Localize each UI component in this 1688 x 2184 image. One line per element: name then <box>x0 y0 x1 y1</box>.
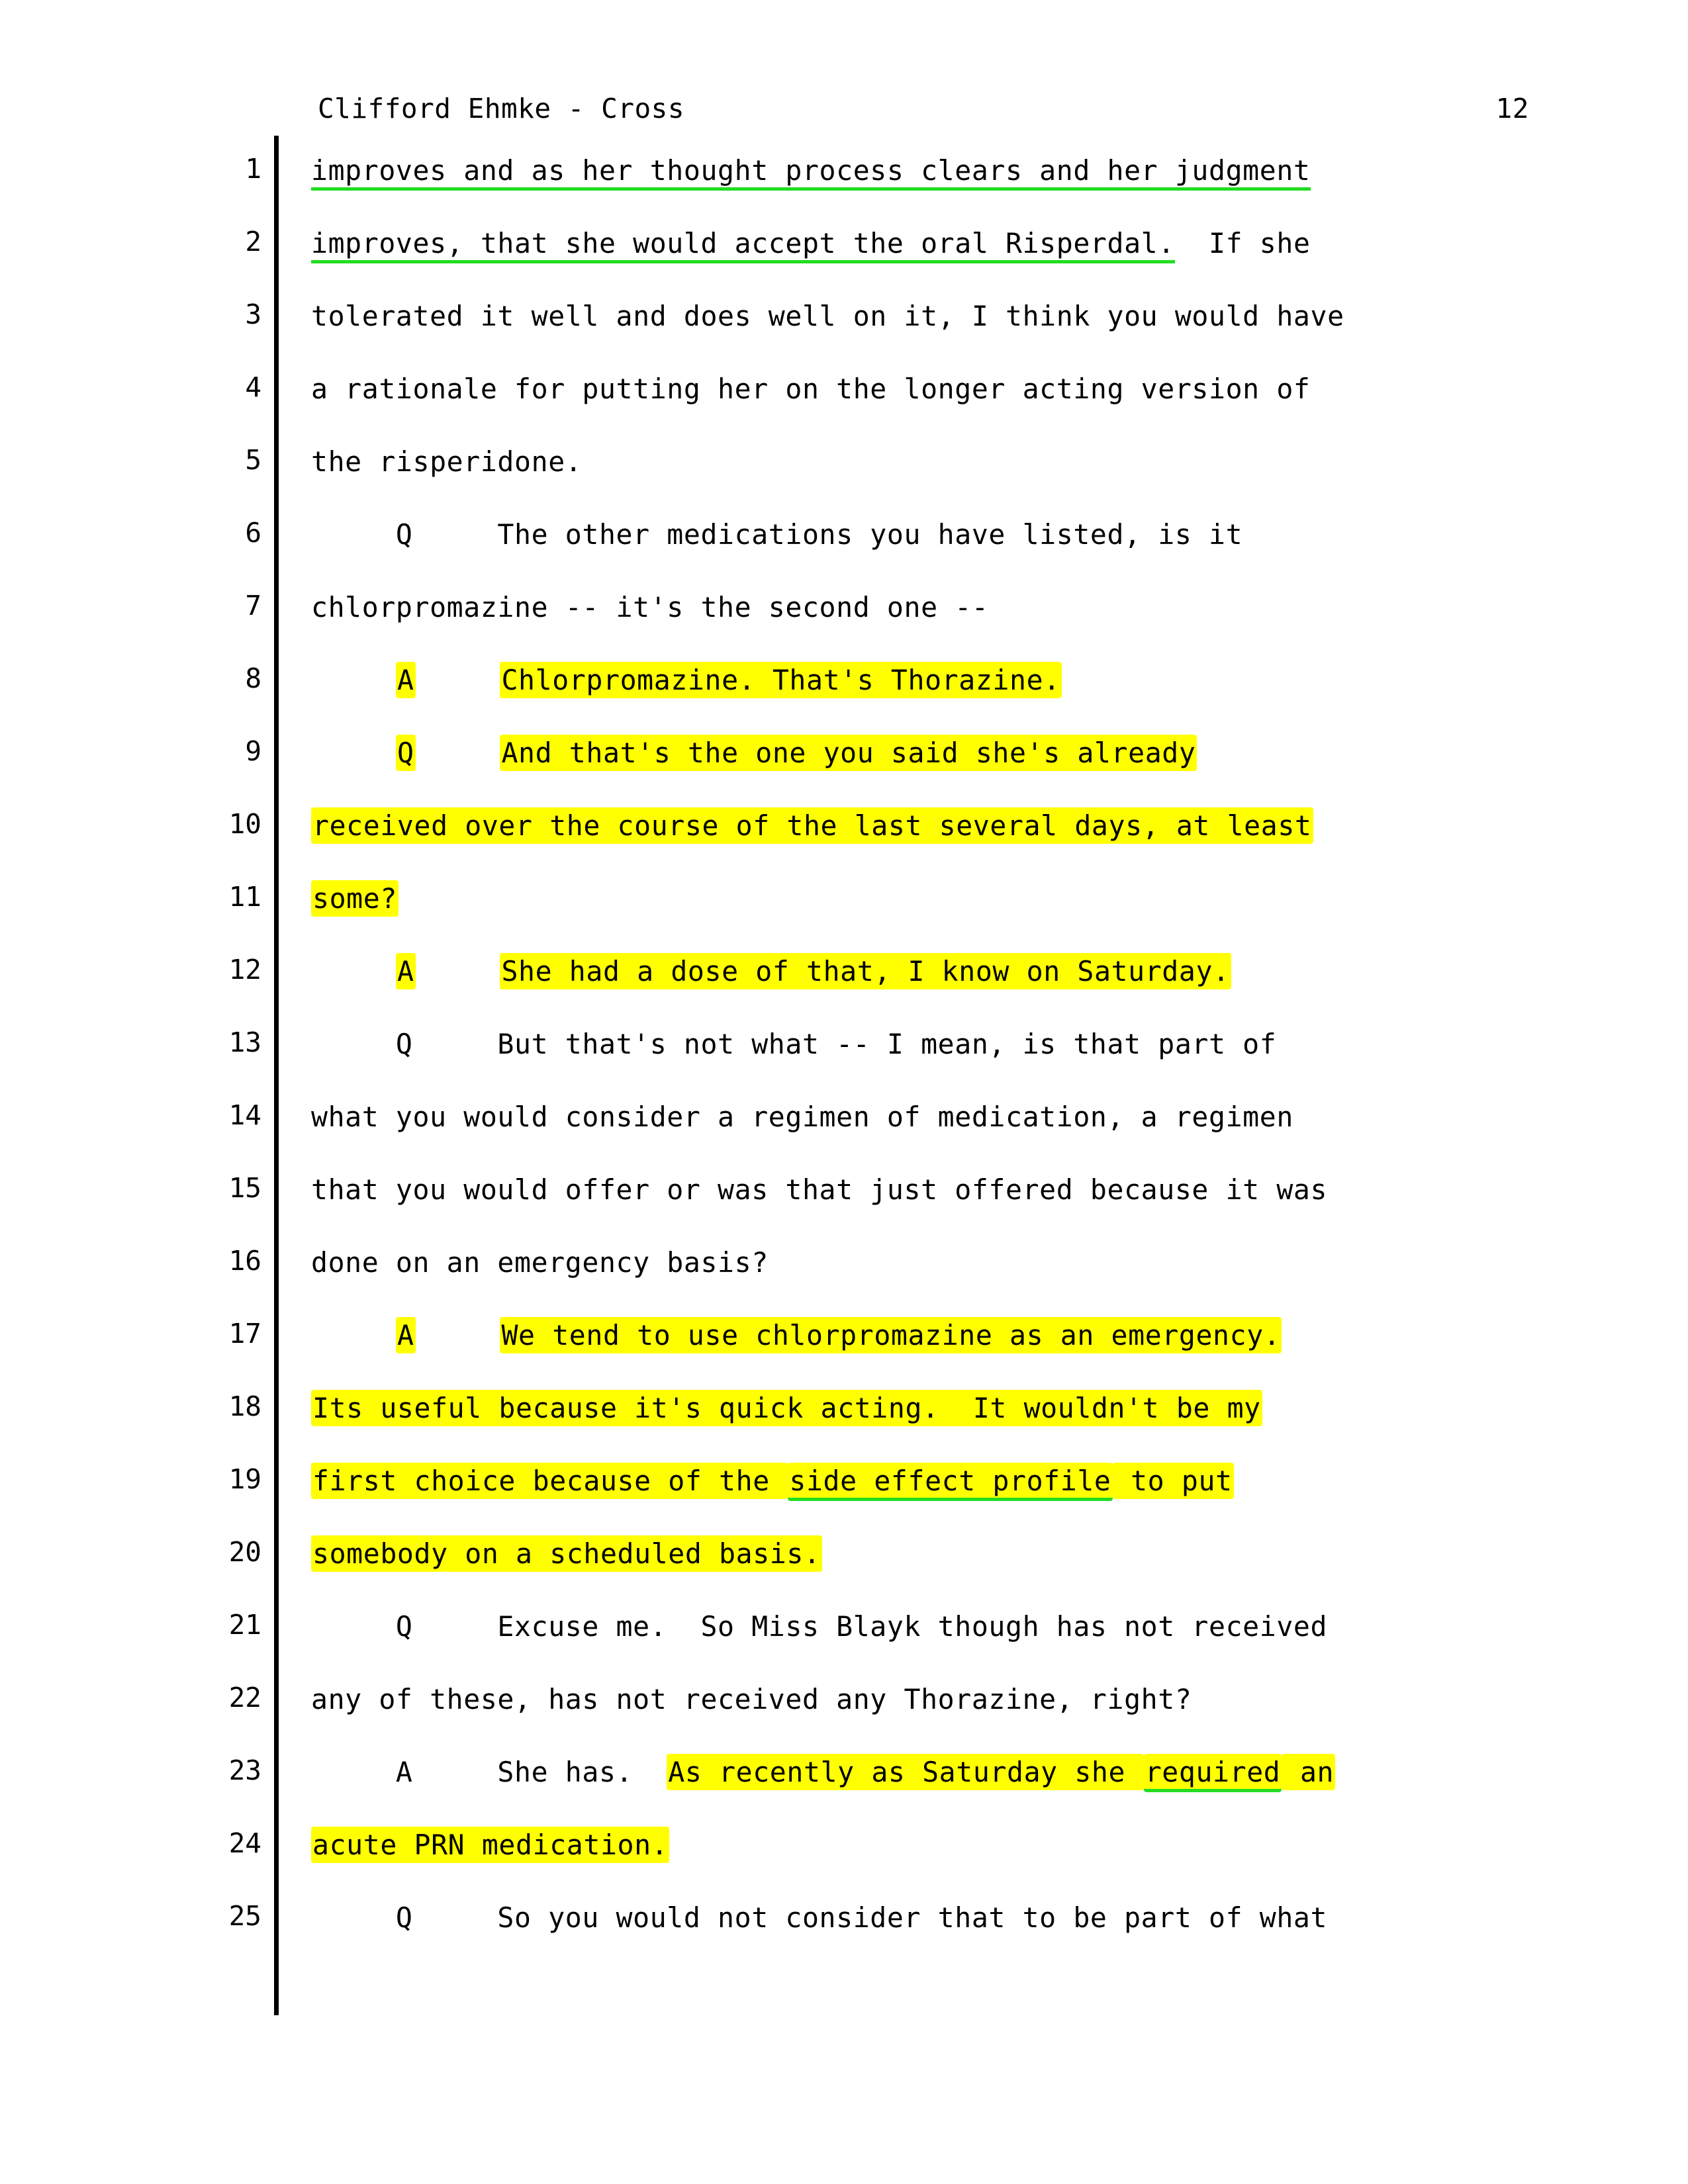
line-text: A She has. As recently as Saturday she required an <box>311 1752 1335 1793</box>
transcript-line <box>0 936 1688 1009</box>
transcript-line <box>0 1664 1688 1737</box>
line-text: first choice because of the side effect profile to put <box>311 1461 1234 1502</box>
line-text: somebody on a scheduled basis. <box>311 1533 822 1574</box>
transcript-line <box>0 645 1688 718</box>
line-text: A Chlorpromazine. That's Thorazine. <box>311 660 1062 701</box>
transcript-line <box>0 281 1688 354</box>
line-text: improves, that she would accept the oral Risperdal. If she <box>311 223 1311 264</box>
line-text: some? <box>311 878 399 919</box>
transcript-line <box>0 136 1688 208</box>
transcript-line <box>0 1228 1688 1300</box>
line-number: 19 <box>228 1463 261 1495</box>
line-number: 3 <box>245 298 261 330</box>
line-text: received over the course of the last several days, at least <box>311 805 1313 846</box>
line-text: Q Excuse me. So Miss Blayk though has not received <box>311 1610 1328 1643</box>
transcript-line <box>0 427 1688 500</box>
line-number: 15 <box>228 1172 261 1204</box>
line-text: done on an emergency basis? <box>311 1246 769 1279</box>
line-text: acute PRN medication. <box>311 1825 669 1866</box>
line-text: A We tend to use chlorpromazine as an emergency. <box>311 1315 1282 1356</box>
line-text: that you would offer or was that just offered because it was <box>311 1173 1328 1206</box>
line-text: tolerated it well and does well on it, I think you would have <box>311 300 1344 332</box>
transcript-line <box>0 1373 1688 1446</box>
line-number: 5 <box>245 444 261 476</box>
line-text: any of these, has not received any Thorazine, right? <box>311 1683 1192 1715</box>
line-number: 25 <box>228 1900 261 1932</box>
header-page-number: 12 <box>1495 93 1529 124</box>
transcript-line <box>0 791 1688 864</box>
line-number: 13 <box>228 1026 261 1058</box>
transcript-line <box>0 1810 1688 1883</box>
line-text: the risperidone. <box>311 445 583 478</box>
line-text: Q The other medications you have listed, is it <box>311 518 1243 551</box>
line-number: 2 <box>245 226 261 257</box>
transcript-line <box>0 572 1688 645</box>
transcript-line <box>0 354 1688 427</box>
transcript-line <box>0 718 1688 791</box>
line-text: Q But that's not what -- I mean, is that part of <box>311 1028 1277 1060</box>
line-text: Its useful because it's quick acting. It wouldn't be my <box>311 1388 1262 1429</box>
line-number: 6 <box>245 517 261 549</box>
transcript-body <box>0 136 1688 1956</box>
transcript-line <box>0 1737 1688 1810</box>
transcript-line <box>0 1883 1688 1956</box>
header-title: Clifford Ehmke - Cross <box>318 93 685 124</box>
line-number: 9 <box>245 735 261 767</box>
transcript-line <box>0 1300 1688 1373</box>
transcript-line <box>0 1082 1688 1155</box>
line-number: 21 <box>228 1609 261 1641</box>
line-number: 22 <box>228 1682 261 1713</box>
line-number: 17 <box>228 1318 261 1349</box>
line-number: 23 <box>228 1754 261 1786</box>
line-text: what you would consider a regimen of medication, a regimen <box>311 1101 1293 1133</box>
line-text: improves and as her thought process clears and her judgment <box>311 150 1311 191</box>
line-number: 14 <box>228 1099 261 1131</box>
transcript-line <box>0 1446 1688 1519</box>
transcript-line <box>0 500 1688 572</box>
transcript-line <box>0 208 1688 281</box>
line-text: Q So you would not consider that to be part of what <box>311 1901 1328 1934</box>
transcript-line <box>0 1519 1688 1592</box>
line-text: Q And that's the one you said she's already <box>311 733 1197 774</box>
line-number: 24 <box>228 1827 261 1859</box>
line-text: chlorpromazine -- it's the second one -- <box>311 591 989 623</box>
line-number: 1 <box>245 153 261 185</box>
line-number: 4 <box>245 371 261 403</box>
line-text: a rationale for putting her on the longer acting version of <box>311 373 1311 405</box>
line-text: A She had a dose of that, I know on Saturday. <box>311 951 1231 992</box>
transcript-line <box>0 1592 1688 1664</box>
line-number: 7 <box>245 590 261 621</box>
line-number: 20 <box>228 1536 261 1568</box>
transcript-line <box>0 1009 1688 1082</box>
line-number: 16 <box>228 1245 261 1277</box>
page-header <box>318 93 1529 124</box>
line-number: 18 <box>228 1390 261 1422</box>
line-number: 12 <box>228 954 261 985</box>
transcript-line <box>0 1155 1688 1228</box>
line-number: 8 <box>245 662 261 694</box>
line-number: 10 <box>228 808 261 840</box>
line-number: 11 <box>228 881 261 913</box>
transcript-line <box>0 864 1688 936</box>
